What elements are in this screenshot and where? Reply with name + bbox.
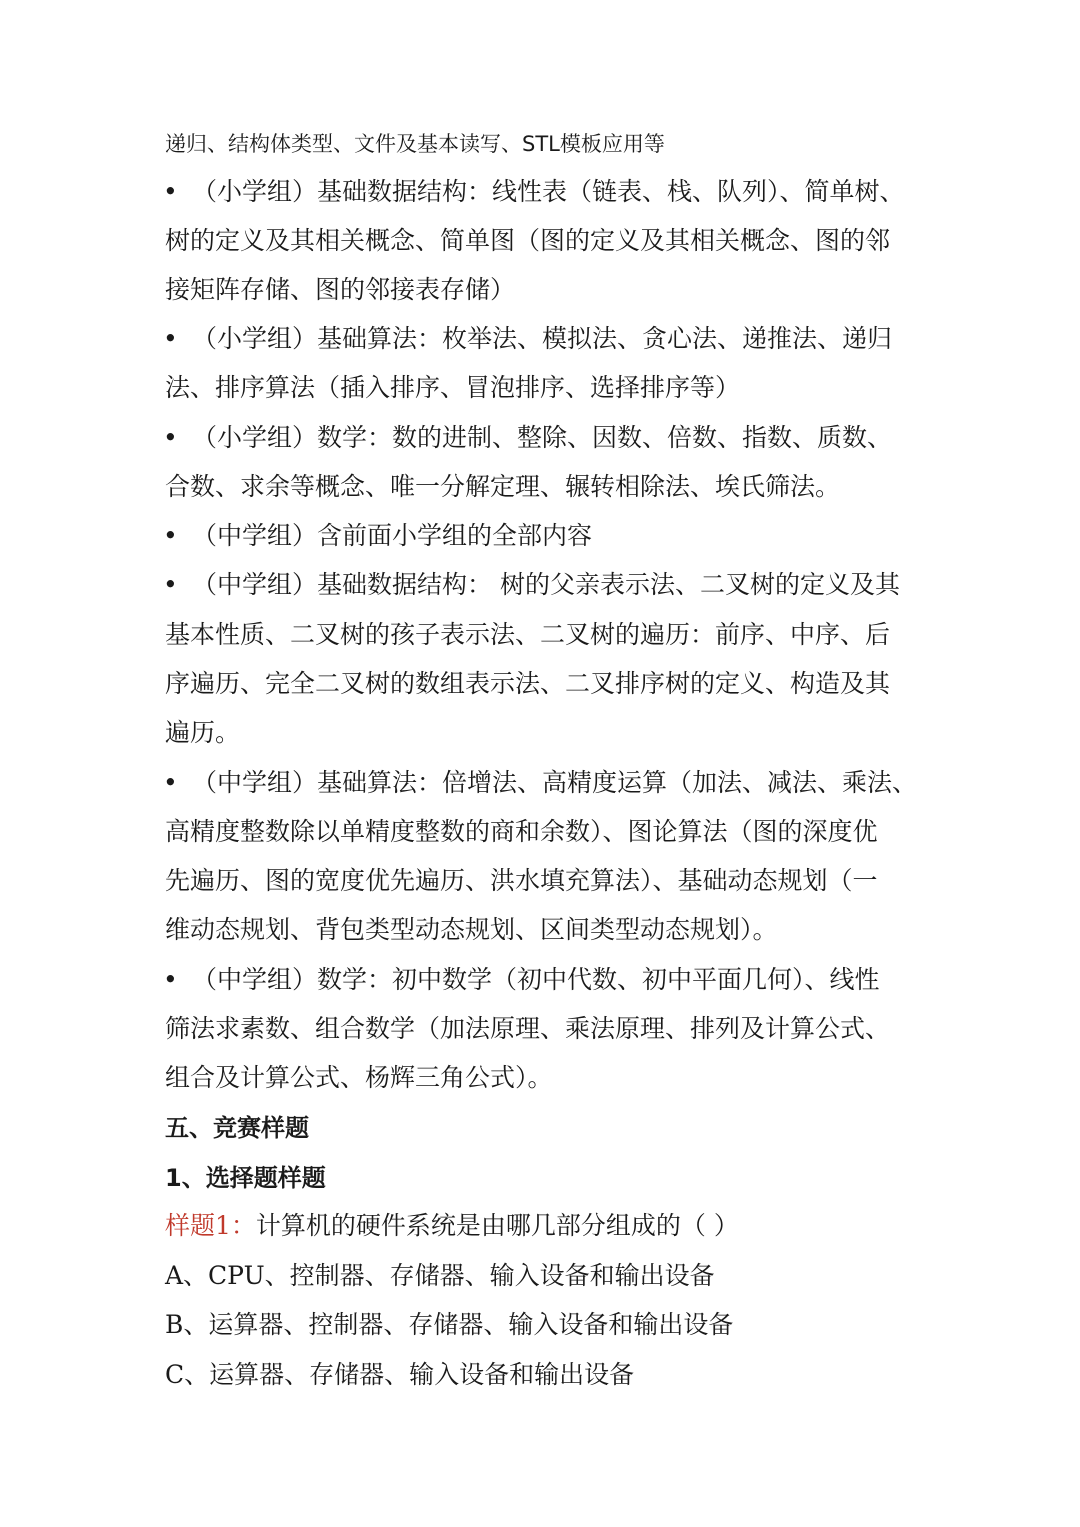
list-item-line: 树的定义及其相关概念、简单图（图的定义及其相关概念、图的邻 <box>165 226 891 255</box>
list-item-line: 维动态规划、背包类型动态规划、区间类型动态规划）。 <box>165 915 778 944</box>
option-b: B、运算器、控制器、存储器、输入设备和输出设备 <box>165 1310 734 1339</box>
option-a: A、CPU、控制器、存储器、输入设备和输出设备 <box>165 1261 715 1290</box>
list-item-line: （小学组）基础算法：枚举法、模拟法、贪心法、递推法、递归 <box>192 324 893 353</box>
bullet-marker: • <box>163 177 178 206</box>
list-item-line: （中学组）含前面小学组的全部内容 <box>192 521 593 550</box>
list-item-line: 合数、求余等概念、唯一分解定理、辗转相除法、埃氏筛法。 <box>165 472 841 501</box>
bullet-marker: • <box>163 570 178 599</box>
question-text: 计算机的硬件系统是由哪几部分组成的（ ） <box>255 1211 739 1240</box>
list-item-line: 法、排序算法（插入排序、冒泡排序、选择排序等） <box>165 373 741 402</box>
bullet-marker: • <box>163 768 178 797</box>
list-item-line: 组合及计算公式、杨辉三角公式）。 <box>165 1063 553 1092</box>
list-item-line: 高精度整数除以单精度整数的商和余数）、图论算法（图的深度优 <box>165 817 878 846</box>
list-item-line: （小学组）基础数据结构：线性表（链表、栈、队列）、简单树、 <box>192 177 905 206</box>
list-item-line: （小学组）数学：数的进制、整除、因数、倍数、指数、质数、 <box>192 423 893 452</box>
list-item-line: 接矩阵存储、图的邻接表存储） <box>165 275 516 304</box>
bullet-marker: • <box>163 324 178 353</box>
sub-heading: 1、选择题样题 <box>165 1164 326 1192</box>
list-item-line: 基本性质、二叉树的孩子表示法、二叉树的遍历：前序、中序、后 <box>165 620 891 649</box>
bullet-marker: • <box>163 423 178 452</box>
bullet-marker: • <box>163 521 178 550</box>
list-item-line: 遍历。 <box>165 718 241 747</box>
list-item-line: （中学组）基础算法：倍增法、高精度运算（加法、减法、乘法、 <box>192 768 918 797</box>
option-c: C、运算器、存储器、输入设备和输出设备 <box>165 1360 635 1389</box>
question-label: 样题1： <box>165 1211 256 1240</box>
section-heading: 五、竞赛样题 <box>165 1114 309 1142</box>
list-item-line: 先遍历、图的宽度优先遍历、洪水填充算法）、基础动态规划（一 <box>165 866 878 895</box>
intro-line: 递归、结构体类型、文件及基本读写、STL模板应用等 <box>165 132 665 156</box>
list-item-line: 筛法求素数、组合数学（加法原理、乘法原理、排列及计算公式、 <box>165 1014 891 1043</box>
list-item-line: （中学组）数学：初中数学（初中代数、初中平面几何）、线性 <box>192 965 880 994</box>
question-line <box>165 1208 739 1244</box>
list-item-line: 序遍历、完全二叉树的数组表示法、二叉排序树的定义、构造及其 <box>165 669 891 698</box>
list-item-line: （中学组）基础数据结构： 树的父亲表示法、二叉树的定义及其 <box>192 570 900 599</box>
bullet-marker: • <box>163 965 178 994</box>
